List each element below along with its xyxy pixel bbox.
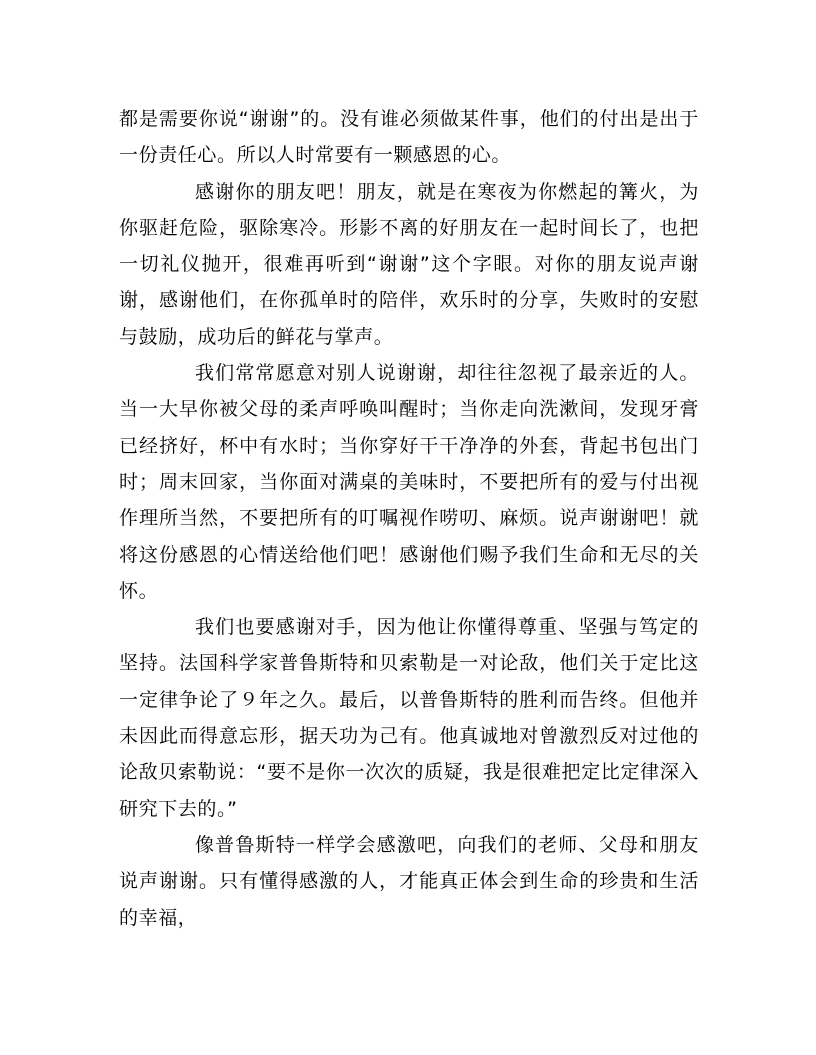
paragraph-continuation: 都是需要你说“谢谢”的。没有谁必须做某件事，他们的付出是出于一份责任心。所以人时常要有一颗感恩的心。 bbox=[119, 108, 699, 167]
paragraph-learn-gratitude: 像普鲁斯特一样学会感激吧，向我们的老师、父母和朋友说声谢谢。只有懂得感激的人，才能真正体会到生命的珍贵和生活的幸福， bbox=[119, 833, 699, 929]
paragraph-thank-opponents: 我们也要感谢对手，因为他让你懂得尊重、坚强与笃定的坚持。法国科学家普鲁斯特和贝索勒是一对论敌，他们关于定比这一定律争论了９年之久。最后，以普鲁斯特的胜利而告终。但他并未因此而得意忘形，据天功为己有。他真诚地对曾激烈反对过他的论敌贝索勒说：“要不是你一次次的质疑，我是很难把定比定律深入研究下去的。” bbox=[119, 616, 699, 820]
document-body bbox=[119, 101, 699, 936]
paragraph-thank-parents: 我们常常愿意对别人说谢谢，却往往忽视了最亲近的人。当一大早你被父母的柔声呼唤叫醒时；当你走向洗漱间，发现牙膏已经挤好，杯中有水时；当你穿好干干净净的外套，背起书包出门时；周末回家，当你面对满桌的美味时，不要把所有的爱与付出视作理所当然，不要把所有的叮嘱视作唠叨、麻烦。说声谢谢吧！就将这份感恩的心情送给他们吧！感谢他们赐予我们生命和无尽的关怀。 bbox=[119, 362, 699, 602]
paragraph-thank-friends: 感谢你的朋友吧！朋友，就是在寒夜为你燃起的篝火，为你驱赶危险，驱除寒冷。形影不离的好朋友在一起时间长了，也把一切礼仪抛开，很难再听到“谢谢”这个字眼。对你的朋友说声谢谢，感谢他们，在你孤单时的陪伴，欢乐时的分享，失败时的安慰与鼓励，成功后的鲜花与掌声。 bbox=[119, 180, 699, 348]
